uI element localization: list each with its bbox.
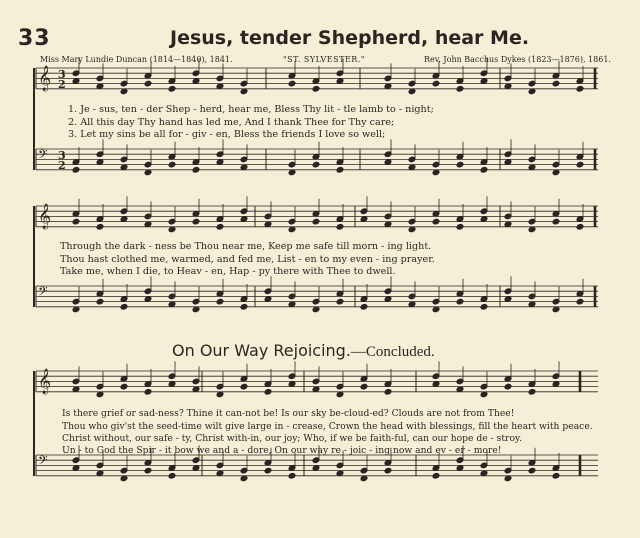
svg-text:𝄢: 𝄢 xyxy=(38,453,48,471)
svg-text:𝄢: 𝄢 xyxy=(38,284,48,302)
composer-credit: Rev. John Bacchus Dykes (1823—1876), 1861. xyxy=(424,55,611,64)
tune-name: "ST. SYLVESTER." xyxy=(283,55,366,64)
lyric-line: 1. Je - sus, ten - der Shep - herd, hear me, Bless Thy lit - tle lamb to - night; xyxy=(68,104,434,115)
lyric-line: Un - to God the Spir - it bow we and a - dore, On our way re - joic - ing now and ev - er - more! xyxy=(62,445,502,456)
section-title-text: On Our Way Rejoicing. xyxy=(172,341,351,360)
svg-text:𝄞: 𝄞 xyxy=(38,369,52,394)
lyric-line: 3. Let my sins be all for - giv - en, Bless the friends I love so well; xyxy=(68,129,386,140)
svg-text:3: 3 xyxy=(58,68,66,81)
lyric-line: Thou hast clothed me, warmed, and fed me, List - en to my even - ing prayer. xyxy=(60,254,435,265)
svg-text:2: 2 xyxy=(58,78,66,91)
lyric-line: Is there grief or sad-ness? Thine it can-not be! Is our sky be-cloud-ed? Clouds are not from Thee! xyxy=(62,408,515,419)
hymn-title: Jesus, tender Shepherd, hear Me. xyxy=(170,27,530,49)
lyric-line: Take me, when I die, to Heav - en, Hap - py there with Thee to dwell. xyxy=(60,266,396,277)
svg-text:𝄞: 𝄞 xyxy=(38,204,52,229)
lyric-line: Through the dark - ness be Thou near me, Keep me safe till morn - ing light. xyxy=(60,241,432,252)
svg-text:𝄢: 𝄢 xyxy=(38,147,48,165)
svg-text:𝄞: 𝄞 xyxy=(38,66,52,91)
author-credit: Miss Mary Lundie Duncan (1814—1840), 1841. xyxy=(40,55,233,64)
section-title-suffix: —Concluded. xyxy=(350,344,435,360)
hymn-number: 33 xyxy=(18,26,51,51)
svg-text:2: 2 xyxy=(58,159,66,172)
lyric-line: Christ without, our safe - ty, Christ with-in, our joy; Who, if we be faith-ful, can our hope de - stroy. xyxy=(62,433,522,444)
lyric-line: Thou who giv'st the seed-time wilt give large in - crease, Crown the head with blessings, fill the heart with peace. xyxy=(62,421,593,432)
lyric-line: 2. All this day Thy hand has led me, And I thank Thee for Thy care; xyxy=(68,117,395,128)
svg-text:3: 3 xyxy=(58,149,66,162)
section-title xyxy=(172,341,435,361)
